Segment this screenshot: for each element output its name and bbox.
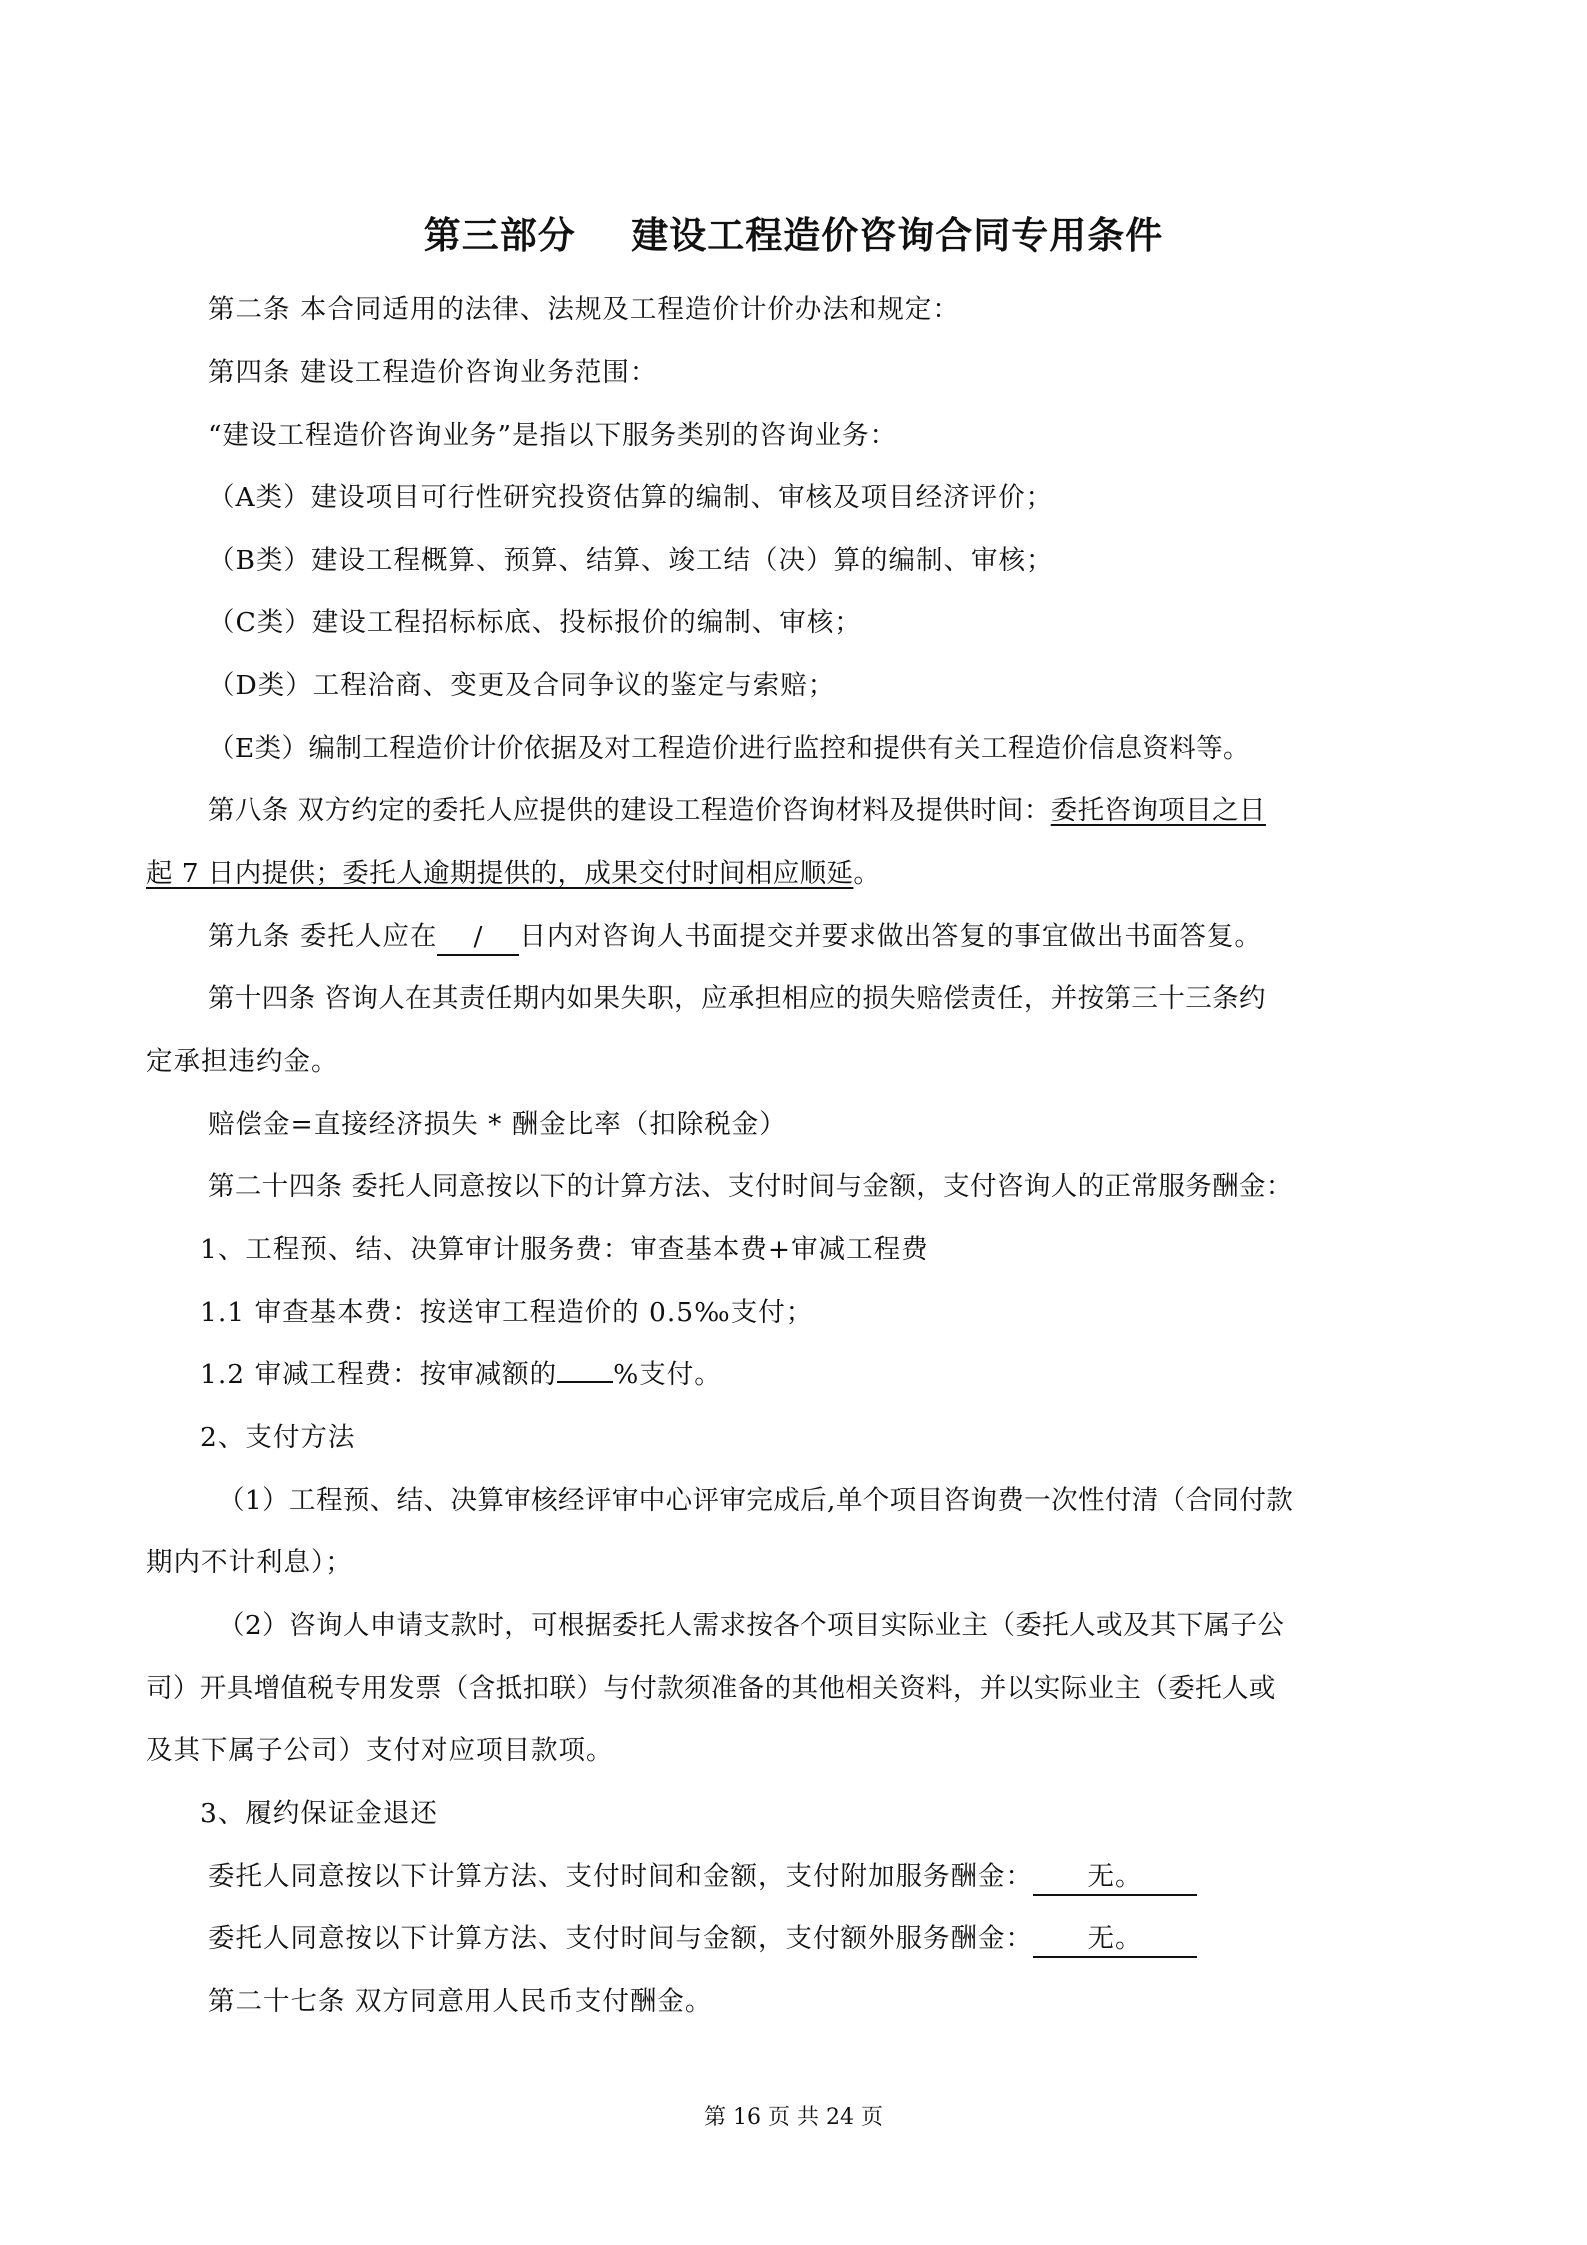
clause-9-text-a: 第九条 委托人应在	[208, 921, 438, 952]
clause-2: 第二条 本合同适用的法律、法规及工程造价计价办法和规定：	[208, 294, 960, 325]
clause-8-period: 。	[853, 858, 881, 889]
fee-item-1-2-suffix: %支付。	[613, 1359, 722, 1390]
clause-8-underlined: 委托咨询项目之日	[1050, 795, 1266, 826]
clause-27: 第二十七条 双方同意用人民币支付酬金。	[208, 1986, 713, 2017]
fee-item-1-1: 1.1 审查基本费：按送审工程造价的 0.5‰支付；	[200, 1297, 814, 1328]
clause-14-continued: 定承担违约金。	[146, 1046, 339, 1077]
fee-item-1-2-text: 1.2 审减工程费：按审减额的	[200, 1359, 558, 1390]
additional-fee	[208, 1857, 1197, 1897]
category-b: （B类）建设工程概算、预算、结算、竣工结（决）算的编制、审核；	[208, 545, 1054, 576]
fee-item-1-2-blank	[557, 1381, 613, 1383]
payment-method-1: （1）工程预、结、决算审核经评审中心评审完成后,单个项目咨询费一次性付清（合同付款	[218, 1485, 1294, 1516]
payment-method-2: （2）咨询人申请支款时，可根据委托人需求按各个项目实际业主（委托人或及其下属子公	[218, 1610, 1285, 1641]
additional-fee-blank: 无。	[1033, 1860, 1197, 1896]
payment-method-1-continued: 期内不计利息）；	[146, 1547, 353, 1578]
extra-fee-text: 委托人同意按以下计算方法、支付时间与金额，支付额外服务酬金：	[208, 1923, 1033, 1954]
clause-9-blank: /	[437, 920, 519, 956]
clause-24: 第二十四条 委托人同意按以下的计算方法、支付时间与金额，支付咨询人的正常服务酬金：	[208, 1171, 1293, 1202]
fee-item-1-2	[200, 1355, 722, 1395]
compensation-formula: 赔偿金=直接经济损失 * 酬金比率（扣除税金）	[208, 1109, 787, 1140]
category-c: （C类）建设工程招标标底、投标报价的编制、审核；	[208, 607, 862, 638]
page-title: 第三部分 建设工程造价咨询合同专用条件	[423, 214, 1164, 257]
payment-method-heading: 2、支付方法	[200, 1422, 356, 1453]
clause-8-underlined-cont: 起 7 日内提供；委托人逾期提供的，成果交付时间相应顺延	[146, 858, 854, 889]
additional-fee-text: 委托人同意按以下计算方法、支付时间和金额，支付附加服务酬金：	[208, 1861, 1033, 1892]
clause-14: 第十四条 咨询人在其责任期内如果失职，应承担相应的损失赔偿责任，并按第三十三条约	[208, 983, 1266, 1014]
category-d: （D类）工程洽商、变更及合同争议的鉴定与索赔；	[208, 670, 836, 701]
clause-8	[208, 791, 1266, 831]
payment-method-2-end: 及其下属子公司）支付对应项目款项。	[146, 1735, 614, 1766]
extra-fee	[208, 1919, 1197, 1959]
payment-method-2-continued: 司）开具增值税专用发票（含抵扣联）与付款须准备的其他相关资料，并以实际业主（委托人或	[146, 1673, 1276, 1704]
clause-9	[208, 917, 1262, 957]
scope-definition: “建设工程造价咨询业务”是指以下服务类别的咨询业务：	[208, 420, 898, 451]
page-number: 第 16 页 共 24 页	[704, 2105, 883, 2130]
category-a: （A类）建设项目可行性研究投资估算的编制、审核及项目经济评价；	[208, 482, 1054, 513]
clause-8-continued	[146, 854, 880, 894]
fee-item-1: 1、工程预、结、决算审计服务费：审查基本费+审减工程费	[200, 1234, 929, 1265]
clause-9-text-b: 日内对咨询人书面提交并要求做出答复的事宜做出书面答复。	[519, 921, 1262, 952]
extra-fee-blank: 无。	[1033, 1922, 1197, 1958]
deposit-refund-heading: 3、履约保证金退还	[200, 1798, 438, 1829]
category-e: （E类）编制工程造价计价依据及对工程造价进行监控和提供有关工程造价信息资料等。	[208, 733, 1250, 764]
clause-8-text: 第八条 双方约定的委托人应提供的建设工程造价咨询材料及提供时间：	[208, 795, 1051, 826]
clause-4: 第四条 建设工程造价咨询业务范围：	[208, 357, 658, 388]
